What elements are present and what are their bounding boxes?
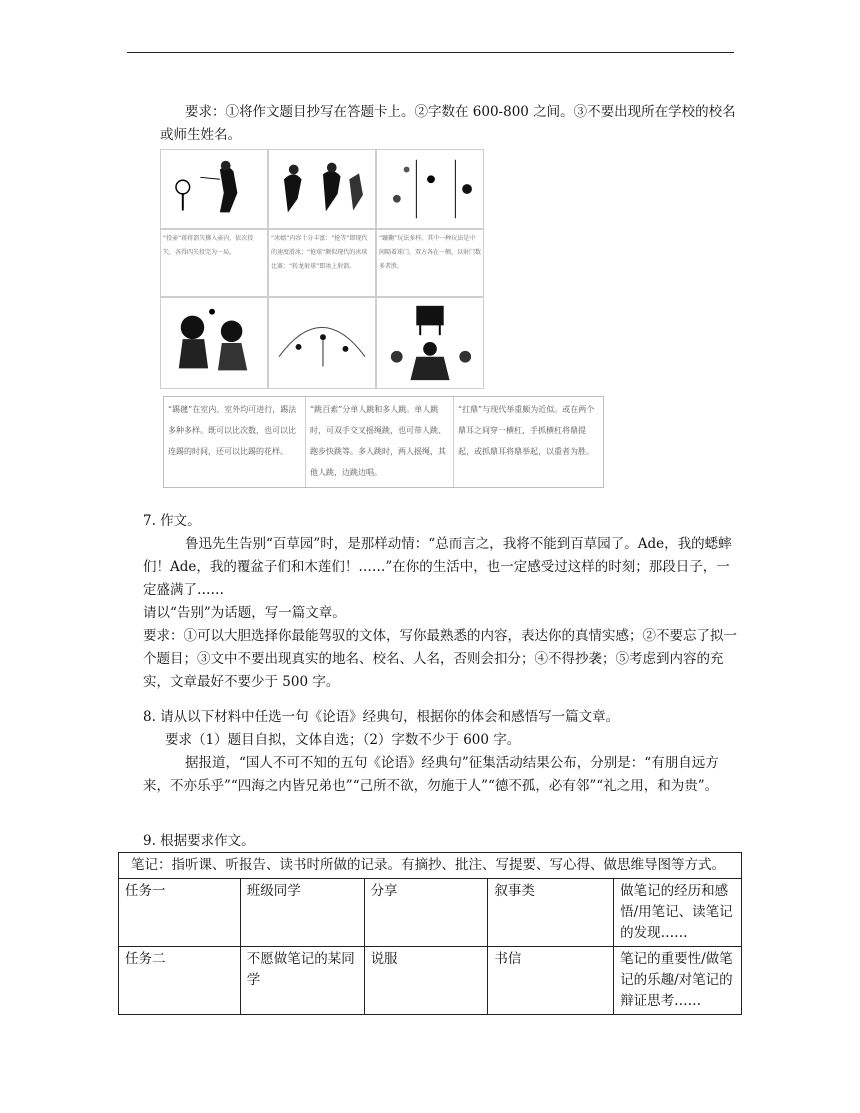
kangding-caption: “扛鼎”与现代举重颇为近似。或在两个鼎耳之间穿一横杠，手抓横杠将鼎提起，或抓鼎耳将鼎举起，以重者为胜。 — [458, 405, 595, 456]
task-cell: 任务一 — [119, 879, 241, 947]
touhu-caption: “投壶”蒋将箭矢掷入壶内，依次投矢，各得四矢投完为一局。 — [160, 229, 268, 297]
q8-requirements: 要求（1）题目自拟，文体自选；（2）字数不少于 600 字。 — [165, 732, 521, 748]
q9-heading: 9. 根据要求作文。 — [143, 833, 255, 849]
content-cell: 做笔记的经历和感悟/用笔记、读笔记的发现…… — [614, 879, 742, 947]
q7-paragraph-1: 鲁迅先生告别“百草园”时，是那样动情：“总而言之，我将不能到百草园了。Ade，我的蟋蟀们！Ade，我的覆盆子们和木莲们！……”在你的生活中，也一定感受过这样的时刻；那段日子，一定盛满了…… — [143, 536, 732, 598]
note-row — [119, 853, 742, 879]
intro-requirement: 要求：①将作文题目抄写在答题卡上。②字数在 600-800 之间。③不要出现所在学校的校名或师生姓名。 — [160, 104, 736, 143]
row2-caption-strip — [163, 396, 604, 488]
cuju-picture — [376, 149, 484, 229]
sports-illustration-grid — [160, 149, 490, 389]
cuju-caption: “蹴鞠”玩法多样。其中一种玩法是中间隔着球门，双方各在一侧，以射门数多者胜。 — [376, 229, 484, 297]
tiaobaisuo-picture — [268, 297, 376, 389]
genre-cell: 书信 — [488, 947, 614, 1015]
kangding-picture — [376, 297, 484, 389]
task-table — [118, 852, 742, 1015]
q7-requirements: 要求：①可以大胆选择你最能驾驭的文体，写你最熟悉的内容，表达你的真情实感；②不要忘了拟一个题目；③文中不要出现真实的地名、校名、人名，否则会扣分；④不得抄袭；⑤考虑到内容的充实，文章最好不要少于 500 字。 — [143, 628, 737, 690]
q8-heading: 8. 请从以下材料中任选一句《论语》经典句，根据你的体会和感悟写一篇文章。 — [143, 709, 620, 725]
purpose-cell: 分享 — [364, 879, 488, 947]
purpose-cell: 说服 — [364, 947, 488, 1015]
tijian-caption: “踢毽”在室内、室外均可进行，踢法多种多样。既可以比次数，也可以比连踢的时间，还可以比踢的花样。 — [164, 397, 306, 487]
touhu-picture — [160, 149, 268, 229]
header-rule — [127, 52, 734, 53]
task-cell: 任务二 — [119, 947, 241, 1015]
tijian-picture — [160, 297, 268, 389]
content-cell: 笔记的重要性/做笔记的乐趣/对笔记的辩证思考…… — [614, 947, 742, 1015]
bingxi-picture — [268, 149, 376, 229]
q7-paragraph-2: 请以“告别”为话题，写一篇文章。 — [143, 605, 346, 621]
bingxi-caption: “冰嬉”内容十分丰富：“抢等”即现代的速度滑冰；“抢球”颇似现代的冰球比赛；“转龙射球”即冰上射箭。 — [268, 229, 376, 297]
genre-cell: 叙事类 — [488, 879, 614, 947]
table-row — [119, 947, 742, 1015]
audience-cell: 不愿做笔记的某同学 — [240, 947, 364, 1015]
q8-material: 据报道，“国人不可不知的五句《论语》经典句”征集活动结果公布，分别是：“有朋自远方来，不亦乐乎”“四海之内皆兄弟也”“己所不欲，勿施于人”“德不孤，必有邻”“礼之用，和为贵”。 — [143, 755, 719, 794]
note-cell: 笔记：指听课、听报告、读书时所做的记录。有摘抄、批注、写提要、写心得、做思维导图等方式。 — [119, 853, 742, 879]
audience-cell: 班级同学 — [240, 879, 364, 947]
tiaobaisuo-caption: “跳百索”分单人跳和多人跳。单人跳时，可双手交叉摇绳跳，也可带人跳、跑步快跳等。多人跳时，两人摇绳，其他人跳，边跳边唱。 — [306, 397, 454, 487]
table-row — [119, 879, 742, 947]
q7-heading: 7. 作文。 — [143, 513, 201, 529]
